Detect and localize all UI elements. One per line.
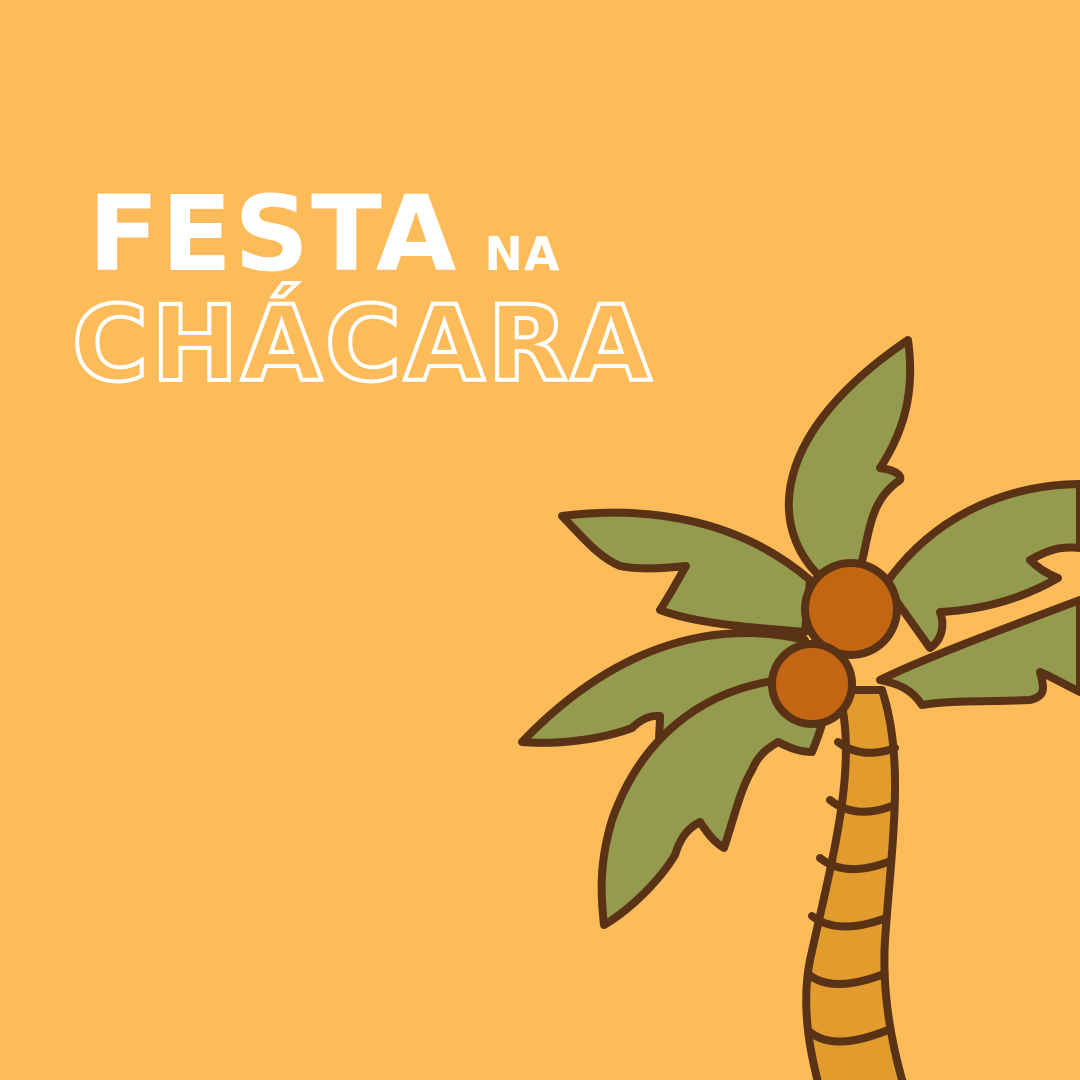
title-word-na: NA bbox=[484, 227, 561, 281]
coconut-lower bbox=[772, 644, 852, 724]
palm-leaf-top bbox=[789, 340, 910, 585]
palm-leaf-upper-left bbox=[562, 513, 810, 632]
title-word-festa: FESTA bbox=[88, 173, 459, 295]
title-word-chacara: CHÁCARA bbox=[72, 283, 655, 405]
